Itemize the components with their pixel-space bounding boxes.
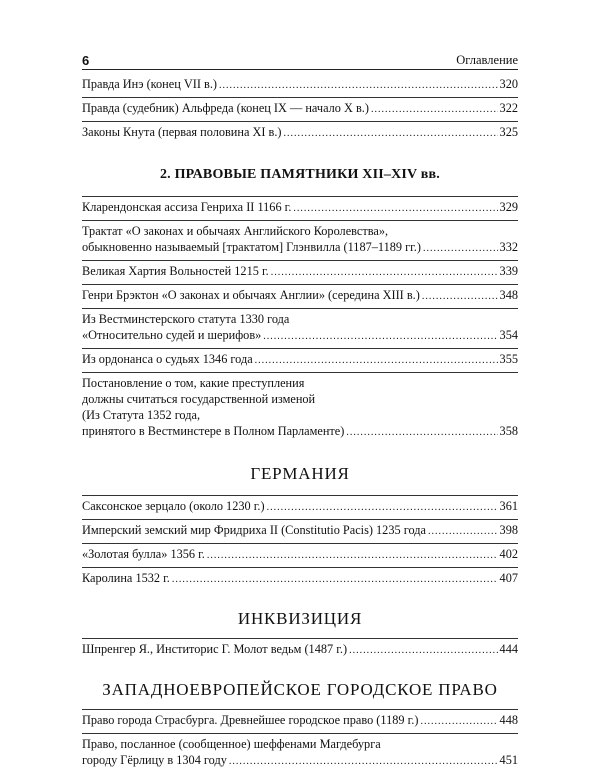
entry-title-line: городу Гёрлицу в 1304 году [82,753,227,767]
entry-title-line: (Из Статута 1352 года, [82,408,201,422]
toc-entry[interactable] [82,570,518,588]
entry-title-line: Имперский земский мир Фридриха II (Constitutio Pacis) 1235 года [82,523,426,537]
entry-page-number: 348 [499,288,518,302]
entry-separator [82,495,518,496]
section-heading: ГЕРМАНИЯ [250,464,350,483]
entry-title-line: «Золотая булла» 1356 г. [82,547,205,561]
entry-separator [82,543,518,544]
toc-entry[interactable] [82,199,518,217]
dot-leader [420,714,497,730]
entry-title-line: Законы Кнута (первая половина XI в.) [82,125,282,139]
entry-title-line: Трактат «О законах и обычаях Английского Королевства», [82,224,389,238]
entry-separator [82,308,518,309]
entry-title-line: Право города Страсбурга. Древнейшее городское право (1189 г.) [82,713,419,727]
running-head [82,48,518,68]
dot-leader [255,353,498,369]
dot-leader [229,754,498,770]
entry-separator [82,196,518,197]
toc-entry[interactable] [82,263,518,281]
entry-separator [82,638,518,639]
entry-page-number: 402 [499,547,518,561]
entry-separator [82,709,518,710]
entry-title-line: Постановление о том, какие преступления [82,376,305,390]
toc-entry[interactable] [82,546,518,564]
entry-separator [82,260,518,261]
header-rule [82,69,518,70]
entry-separator [82,519,518,520]
toc-entry[interactable] [82,287,518,305]
toc-entry[interactable] [82,522,518,540]
entry-page-number: 322 [499,101,518,115]
entry-page-number: 320 [499,77,518,91]
dot-leader [428,524,498,540]
entry-separator [82,372,518,373]
toc-entry[interactable] [82,736,518,770]
dot-leader [346,425,497,441]
entry-page-number: 358 [499,424,518,438]
dot-leader [371,102,498,118]
entry-title-line: Саксонское зерцало (около 1230 г.) [82,499,265,513]
entry-title-line: Генри Брэктон «О законах и обычаях Англии» (середина XIII в.) [82,288,420,302]
entry-page-number: 448 [499,713,518,727]
entry-page-number: 451 [499,753,518,767]
entry-page-number: 355 [499,352,518,366]
dot-leader [422,289,498,305]
section-heading: ЗАПАДНОЕВРОПЕЙСКОЕ ГОРОДСКОЕ ПРАВО [102,680,498,699]
entry-title-line: Право, посланное (сообщенное) шеффенами Магдебурга [82,737,381,751]
entry-page-number: 354 [499,328,518,342]
entry-title-line: Правда Инэ (конец VII в.) [82,77,217,91]
toc-entry[interactable] [82,498,518,516]
toc-entry[interactable] [82,124,518,142]
dot-leader [293,201,497,217]
toc-entry[interactable] [82,76,518,94]
dot-leader [263,329,497,345]
dot-leader [207,548,498,564]
entry-separator [82,284,518,285]
entry-title-line: Великая Хартия Вольностей 1215 г. [82,264,269,278]
entry-separator [82,348,518,349]
entry-page-number: 339 [499,264,518,278]
dot-leader [267,500,498,516]
dot-leader [172,572,498,588]
entry-page-number: 361 [499,499,518,513]
entry-page-number: 444 [499,642,518,656]
entry-title-line: Из ордонанса о судьях 1346 года [82,352,253,366]
entry-separator [82,733,518,734]
dot-leader [271,265,498,281]
entry-title-line: Каролина 1532 г. [82,571,170,585]
entry-title-line: Шпренгер Я., Инститорис Г. Молот ведьм (1487 г.) [82,642,348,656]
toc-entry[interactable] [82,223,518,257]
entry-page-number: 332 [499,240,518,254]
dot-leader [349,643,497,659]
entry-separator [82,220,518,221]
dot-leader [284,126,498,142]
page-number: 6 [82,53,90,68]
entry-separator [82,567,518,568]
entry-title-line: Из Вестминстерского статута 1330 года [82,312,290,326]
toc-entry[interactable] [82,375,518,441]
entry-title-line: должны считаться государственной изменой [82,392,316,406]
entry-page-number: 325 [499,125,518,139]
dot-leader [423,241,498,257]
entry-page-number: 407 [499,571,518,585]
running-title: Оглавление [456,53,518,67]
entry-separator [82,97,518,98]
entry-page-number: 398 [499,523,518,537]
entry-page-number: 329 [499,200,518,214]
section-heading: ИНКВИЗИЦИЯ [237,609,363,628]
dot-leader [219,78,498,94]
toc-entry[interactable] [82,311,518,345]
toc-entry[interactable] [82,641,518,659]
entry-title-line: Правда (судебник) Альфреда (конец IX — начало X в.) [82,101,369,115]
entry-title-line: обыкновенно называемый [трактатом] Глэнвилла (1187–1189 гг.) [82,240,421,254]
section-heading: 2. ПРАВОВЫЕ ПАМЯТНИКИ XII–XIV вв. [159,167,441,182]
entry-title-line: Кларендонская ассиза Генриха II 1166 г. [82,200,292,214]
entry-title-line: принятого в Вестминстере в Полном Парламенте) [82,424,345,438]
entry-title-line: «Относительно судей и шерифов» [82,328,262,342]
toc-entry[interactable] [82,100,518,118]
entry-separator [82,121,518,122]
toc-entry[interactable] [82,351,518,369]
toc-content [82,74,518,772]
toc-entry[interactable] [82,712,518,730]
